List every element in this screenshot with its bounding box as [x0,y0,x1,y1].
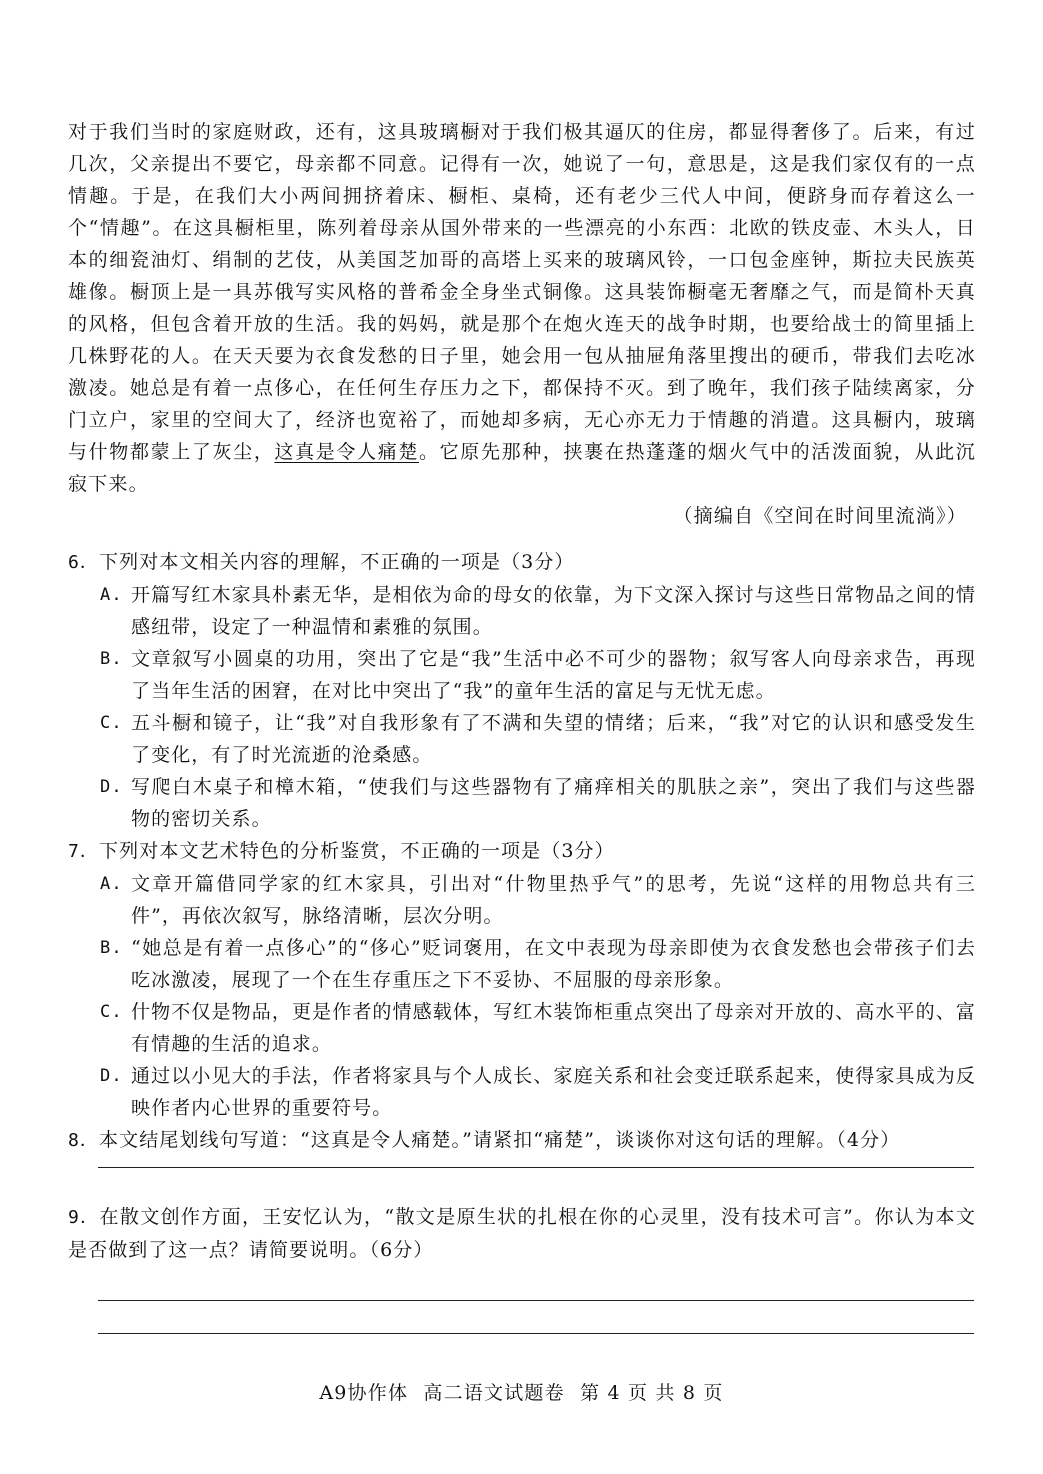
questions-section [68,546,976,1334]
options-list [68,579,976,835]
question-text: 在散文创作方面，王安忆认为，“散文是原生状的扎根在你的心灵里，没有技术可言”。你认为本文是否做到了这一点？请简要说明。（6分） [68,1206,976,1261]
page-footer [0,1378,1043,1405]
question-stem [68,1201,976,1266]
option-letter: A. [100,585,123,605]
passage-text-before: 对于我们当时的家庭财政，还有，这具玻璃橱对于我们极其逼仄的住房，都显得奢侈了。后来，有过几次，父亲提出不要它，母亲都不同意。记得有一次，她说了一句，意思是，这是我们家仅有的一点情趣。于是，在我们大小两间拥挤着床、橱柜、桌椅，还有老少三代人中间，便跻身而存着这么一个“情趣”。在这具橱柜里，陈列着母亲从国外带来的一些漂亮的小东西：北欧的铁皮壶、木头人，日本的细瓷油灯、绢制的艺伎，从美国芝加哥的高塔上买来的玻璃风铃，一口包金座钟，斯拉夫民族英雄像。橱顶上是一具苏俄写实风格的普希金全身坐式铜像。这具装饰橱毫无奢靡之气，而是简朴天真的风格，但包含着开放的生活。我的妈妈，就是那个在炮火连天的战争时期，也要给战士的简里插上几株野花的人。在天天要为衣食发愁的日子里，她会用一包从抽屉角落里搜出的硬币，带我们去吃冰激凌。她总是有着一点侈心，在任何生存压力之下，都保持不灭。到了晚年，我们孩子陆续离家，分门立户，家里的空间大了，经济也宽裕了，而她却多病，无心亦无力于情趣的消遣。这具橱内，玻璃与什物都蒙上了灰尘， [68,121,976,463]
option-text: “她总是有着一点侈心”的“侈心”贬词褒用，在文中表现为母亲即使为衣食发愁也会带孩子们去吃冰激凌，展现了一个在生存重压之下不妥协、不屈服的母亲形象。 [131,937,976,991]
question-text: 下列对本文相关内容的理解，不正确的一项是（3分） [99,551,575,573]
option-c [68,707,976,771]
option-text: 文章开篇借同学家的红木家具，引出对“什物里热乎气”的思考，先说“这样的用物总共有三件”，再依次叙写，脉络清晰，层次分明。 [131,873,976,927]
question-9 [68,1201,976,1334]
question-6 [68,546,976,835]
option-text: 五斗橱和镜子，让“我”对自我形象有了不满和失望的情绪；后来，“我”对它的认识和感受发生了变化，有了时光流逝的沧桑感。 [131,712,976,766]
option-d [68,771,976,835]
question-text: 下列对本文艺术特色的分析鉴赏，不正确的一项是（3分） [99,840,615,862]
passage-source: （摘编自《空间在时间里流淌》） [673,505,967,527]
option-letter: A. [100,874,123,894]
question-text: 本文结尾划线句写道：“这真是令人痛楚。”请紧扣“痛楚”，谈谈你对这句话的理解。（4分） [99,1129,901,1151]
question-number: 9． [68,1207,100,1228]
option-a [68,579,976,643]
option-letter: C. [100,713,123,733]
option-text: 开篇写红木家具朴素无华，是相依为命的母女的依靠，为下文深入探讨与这些日常物品之间的情感纽带，设定了一种温情和素雅的氛围。 [131,584,976,638]
footer-org: A9协作体 [319,1382,409,1404]
option-text: 通过以小见大的手法，作者将家具与个人成长、家庭关系和社会变迁联系起来，使得家具成为反映作者内心世界的重要符号。 [131,1065,976,1119]
options-list [68,868,976,1124]
option-b [68,643,976,707]
option-d [68,1060,976,1124]
question-number: 7． [68,841,100,862]
answer-line[interactable] [98,1333,974,1334]
question-stem [68,1124,976,1157]
passage-paragraph [68,116,976,500]
option-letter: D. [100,777,123,797]
footer-page-number: 第 4 页 共 8 页 [580,1382,724,1404]
option-letter: D. [100,1066,123,1086]
question-number: 8． [68,1130,100,1151]
question-8 [68,1124,976,1201]
option-c [68,996,976,1060]
footer-title: 高二语文试题卷 [423,1382,565,1404]
option-text: 写爬白木桌子和樟木箱，“使我们与这些器物有了痛痒相关的肌肤之亲”，突出了我们与这些器物的密切关系。 [131,776,976,830]
option-text: 什物不仅是物品，更是作者的情感载体，写红木装饰柜重点突出了母亲对开放的、高水平的、富有情趣的生活的追求。 [131,1001,976,1055]
option-letter: C. [100,1002,123,1022]
option-letter: B. [100,649,123,669]
option-a [68,868,976,932]
option-b [68,932,976,996]
question-stem [68,546,976,579]
underlined-sentence: 这真是令人痛楚 [274,441,419,463]
option-text: 文章叙写小圆桌的功用，突出了它是“我”生活中必不可少的器物；叙写客人向母亲求告，再现了当年生活的困窘，在对比中突出了“我”的童年生活的富足与无忧无虑。 [131,648,976,702]
question-number: 6． [68,552,100,573]
question-7 [68,835,976,1124]
option-letter: B. [100,938,123,958]
question-stem [68,835,976,868]
passage-text-after: 。它原先那种，挟裹在热蓬蓬的烟火气中的活泼面貌，从此沉寂下来。 [68,441,976,495]
